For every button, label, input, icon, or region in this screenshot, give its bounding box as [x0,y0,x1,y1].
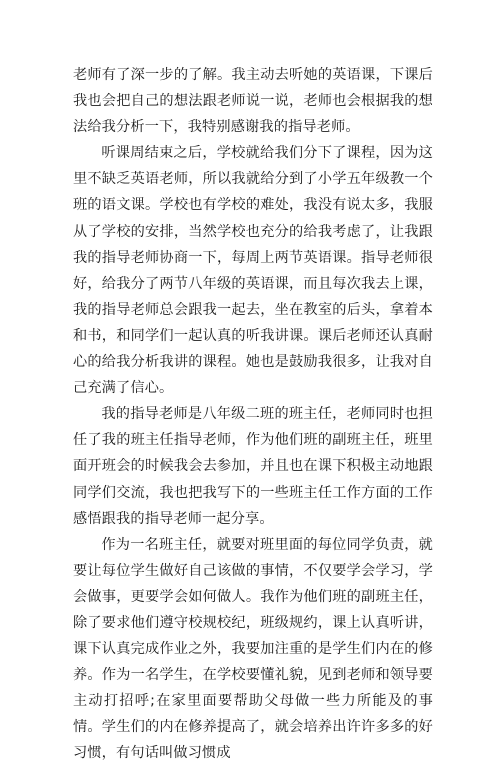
paragraph-2: 听课周结束之后，学校就给我们分下了课程，因为这里不缺乏英语老师，所以我就给分到了小学五年级教一个班的语文课。学校也有学校的难处，我没有说太多，我服从了学校的安排，当然学校也充分的给我考虑了，让我跟我的指导老师协商一下，每周上两节英语课。指导老师很好，给我分了两节八年级的英语课，而且每次我去上课，我的指导老师总会跟我一起去，坐在教室的后头，拿着本和书，和同学们一起认真的听我讲课。课后老师还认真耐心的给我分析我讲的课程。她也是鼓励我很多，让我对自己充满了信心。 [73,145,433,397]
paragraph-1: 老师有了深一步的了解。我主动去听她的英语课，下课后我也会把自己的想法跟老师说一说，老师也会根据我的想法给我分析一下，我特别感谢我的指导老师。 [73,67,433,136]
document-body [73,62,433,767]
paragraph-4: 作为一名班主任，就要对班里面的每位同学负责，就要让每位学生做好自己该做的事情，不仅要学会学习，学会做事，更要学会如何做人。我作为他们班的副班主任，除了要求他们遵守校规校纪，班级规约，课上认真听讲，课下认真完成作业之外，我要加注重的是学生们内在的修养。作为一名学生，在学校要懂礼貌，见到老师和领导要主动打招呼;在家里面要帮助父母做一些力所能及的事情。学生们的内在修养提高了，就会培养出许许多多的好习惯，有句话叫做习惯成 [73,536,433,762]
paragraph-3: 我的指导老师是八年级二班的班主任，老师同时也担任了我的班主任指导老师，作为他们班的副班主任，班里面开班会的时候我会去参加，并且也在课下积极主动地跟同学们交流，我也把我写下的一些班主任工作方面的工作感悟跟我的指导老师一起分享。 [73,406,433,527]
